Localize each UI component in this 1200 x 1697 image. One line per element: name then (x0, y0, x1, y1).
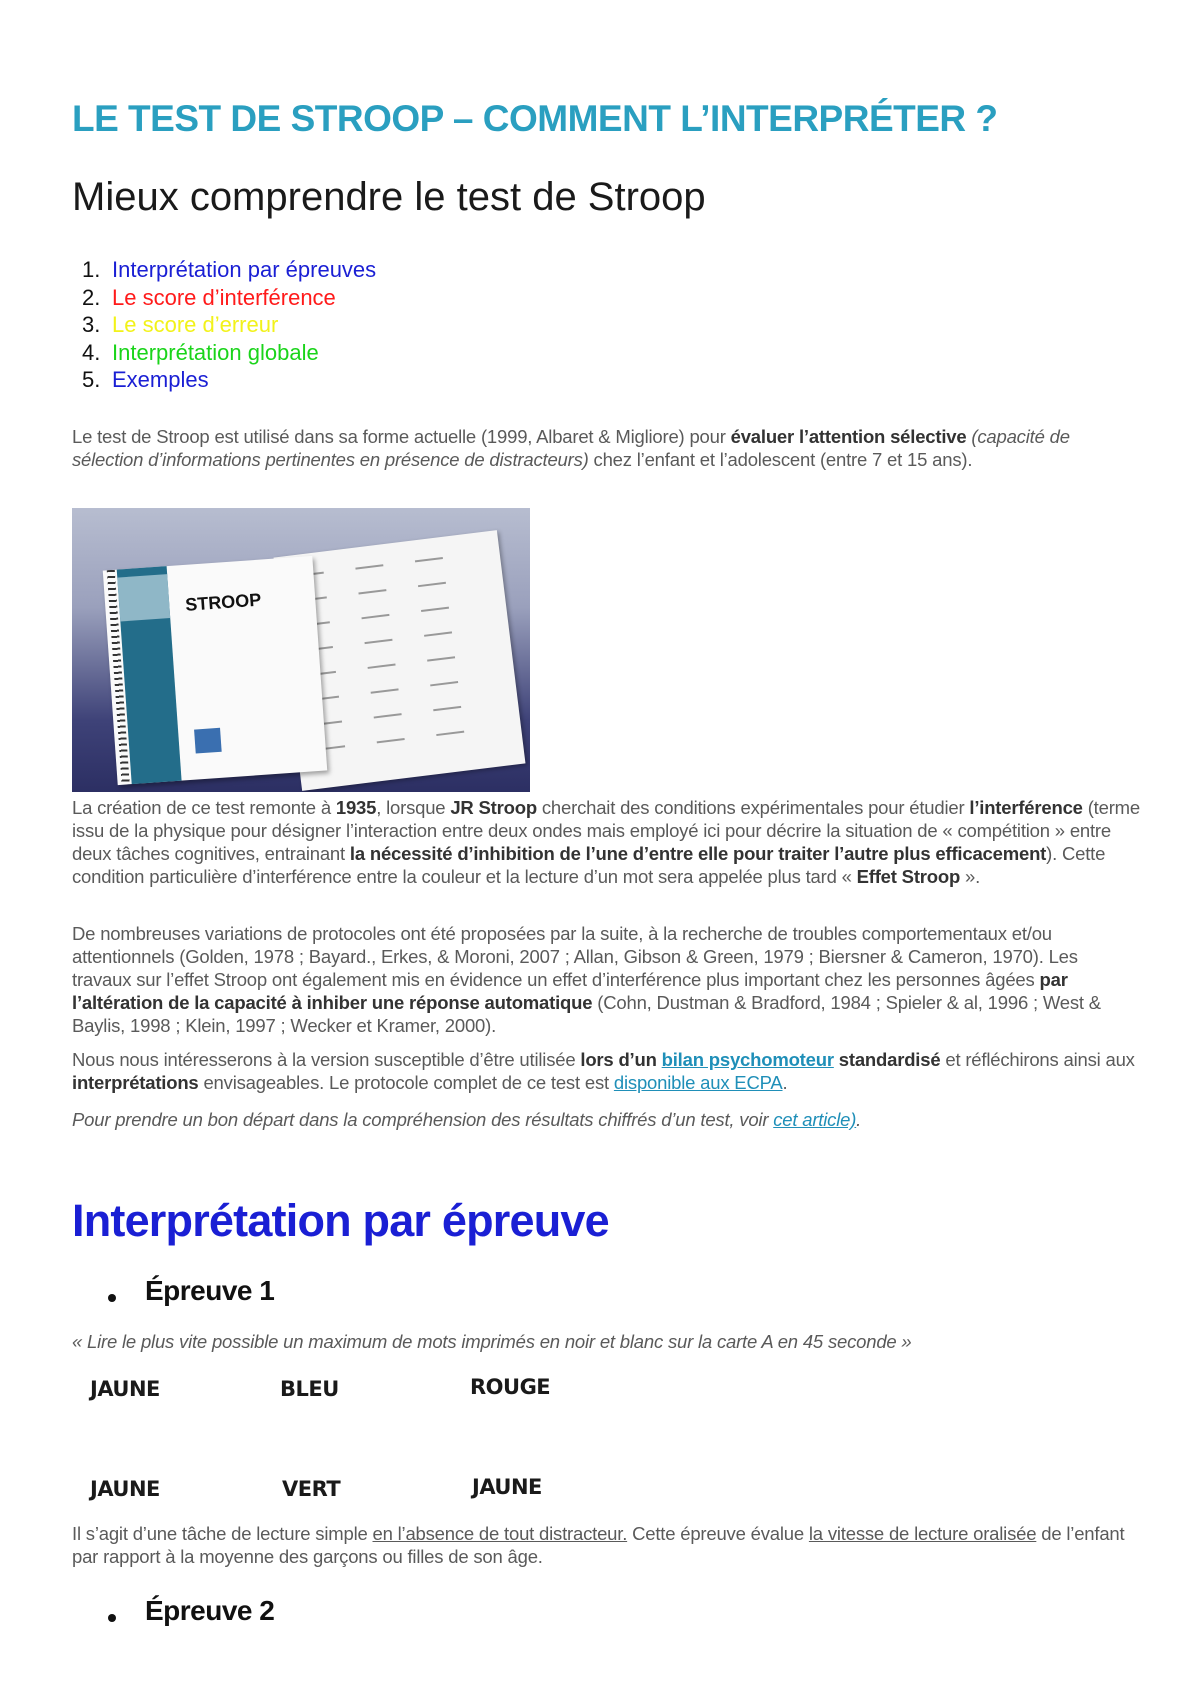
bold: 1935 (335, 797, 377, 818)
intro-paragraph (72, 425, 1140, 471)
page-subtitle: Mieux comprendre le test de Stroop (72, 175, 706, 219)
toc-number: 2. (82, 284, 101, 310)
card-word: BLEU (280, 1377, 339, 1401)
toc-item[interactable] (82, 339, 376, 367)
epreuve-2-heading: Épreuve 2 (145, 1595, 275, 1626)
ecpa-link[interactable]: disponible aux ECPA (613, 1072, 783, 1093)
text: cherchait des conditions expérimentales pour étudier (536, 797, 970, 818)
text: de l’enfant par rapport à la moyenne des garçons ou filles de son âge. (72, 1523, 1125, 1567)
manual-brand: STROOP (184, 589, 262, 615)
bold: lors d’un (580, 1049, 662, 1070)
toc-label: Le score d’interférence (112, 284, 336, 310)
card-word: VERT (282, 1477, 341, 1501)
text: envisageables. Le protocole complet de ce test est (198, 1072, 614, 1093)
text: Il s’agit d’une tâche de lecture simple (72, 1523, 373, 1544)
bilan-psychomoteur-link[interactable]: bilan psychomoteur (661, 1049, 834, 1070)
epreuve-1-heading: Épreuve 1 (145, 1275, 275, 1306)
toc-number: 4. (82, 339, 101, 365)
stroop-kit-photo (72, 508, 530, 792)
text: Nous nous intéresserons à la version susceptible d’être utilisée (72, 1049, 581, 1070)
text: et réfléchirons ainsi aux (940, 1049, 1135, 1070)
toc-number: 3. (82, 312, 101, 337)
bold: JR Stroop (450, 797, 537, 818)
bold: par l’altération de la capacité à inhiber une réponse automatique (72, 969, 1068, 1013)
toc-label: Exemples (112, 367, 209, 392)
section-heading: Interprétation par épreuve (72, 1195, 609, 1246)
toc-item[interactable] (82, 366, 376, 394)
bullet-icon (108, 1294, 116, 1302)
card-word: ROUGE (470, 1375, 551, 1399)
bold: la nécessité d’inhibition de l’une d’entre elle pour traiter l’autre plus efficacement (349, 843, 1047, 864)
text: . (782, 1072, 788, 1093)
underlined: en l’absence de tout distracteur. (372, 1523, 628, 1544)
article-link[interactable]: cet article) (773, 1109, 857, 1130)
card-word: JAUNE (90, 1477, 160, 1501)
text: (terme issu de la physique pour désigner l’interaction entre deux ondes mais employé ici pour décrire la situation de « compétition » entre deux tâches cognitives, entrainant (72, 797, 1140, 864)
toc-number: 1. (82, 257, 101, 282)
intro-bold: évaluer l’attention sélective (730, 426, 967, 447)
text: (Cohn, Dustman & Bradford, 1984 ; Spieler & al, 1996 ; West & Baylis, 1998 ; Klein, 1997 ; Wecker et Kramer, 2000). (72, 992, 1101, 1036)
text: De nombreuses variations de protocoles ont été proposées par la suite, à la recherche de troubles comportementaux et/ou attentionnels (Golden, 1978 ; Bayard., Erkes, & Moroni, 2007 ; Allan, Gibson & Green, 1979 ; Biersner & Cameron, 1970). Les travaux sur l’effet Stroop ont également mis en évidence un effet d’interférence plus important chez les personnes âgées (72, 923, 1078, 990)
table-of-contents (82, 256, 377, 394)
bold: standardisé (833, 1049, 941, 1070)
manual-cover-image (103, 556, 327, 785)
intro-italic: (capacité de sélection d’informations pertinentes en présence de distracteurs) (72, 426, 1070, 470)
tip-paragraph (72, 1108, 1140, 1131)
toc-item[interactable] (82, 284, 376, 312)
underlined: la vitesse de lecture oralisée (808, 1523, 1037, 1544)
toc-item[interactable] (82, 311, 376, 339)
toc-label: Interprétation globale (112, 339, 319, 365)
publisher-logo-icon (194, 728, 222, 754)
intro-text: Le test de Stroop est utilisé dans sa forme actuelle (1999, Albaret & Migliore) pour (72, 426, 731, 447)
text: Cette épreuve évalue (627, 1523, 809, 1544)
text: La création de ce test remonte à (72, 797, 336, 818)
version-paragraph (72, 1048, 1140, 1094)
page-title: LE TEST DE STROOP – COMMENT L’INTERPRÉTER ? (72, 98, 998, 139)
bold: interprétations (72, 1072, 199, 1093)
variations-paragraph (72, 922, 1140, 1037)
text: Pour prendre un bon départ dans la compréhension des résultats chiffrés d’un test, voir (72, 1109, 774, 1130)
instruction-quote: « Lire le plus vite possible un maximum de mots imprimés en noir et blanc sur la carte A en 45 seconde » (72, 1331, 912, 1352)
epreuve-1-description (72, 1522, 1140, 1568)
bullet-icon (108, 1614, 116, 1622)
toc-number: 5. (82, 367, 101, 392)
history-paragraph (72, 796, 1140, 888)
bold: Effet Stroop (856, 866, 961, 887)
text: ). Cette condition particulière d’interférence entre la couleur et la lecture d’un mot sera appelée plus tard « (72, 843, 1106, 887)
toc-label: Interprétation par épreuves (112, 257, 377, 282)
intro-text-end: chez l’enfant et l’adolescent (entre 7 et 15 ans). (588, 449, 973, 470)
toc-item[interactable] (82, 256, 377, 284)
text: ». (960, 866, 981, 887)
card-word: JAUNE (90, 1377, 160, 1401)
toc-label: Le score d’erreur (112, 312, 279, 337)
text: . (856, 1109, 862, 1130)
text: , lorsque (376, 797, 451, 818)
bold: l’interférence (969, 797, 1083, 818)
card-word: JAUNE (472, 1475, 542, 1499)
